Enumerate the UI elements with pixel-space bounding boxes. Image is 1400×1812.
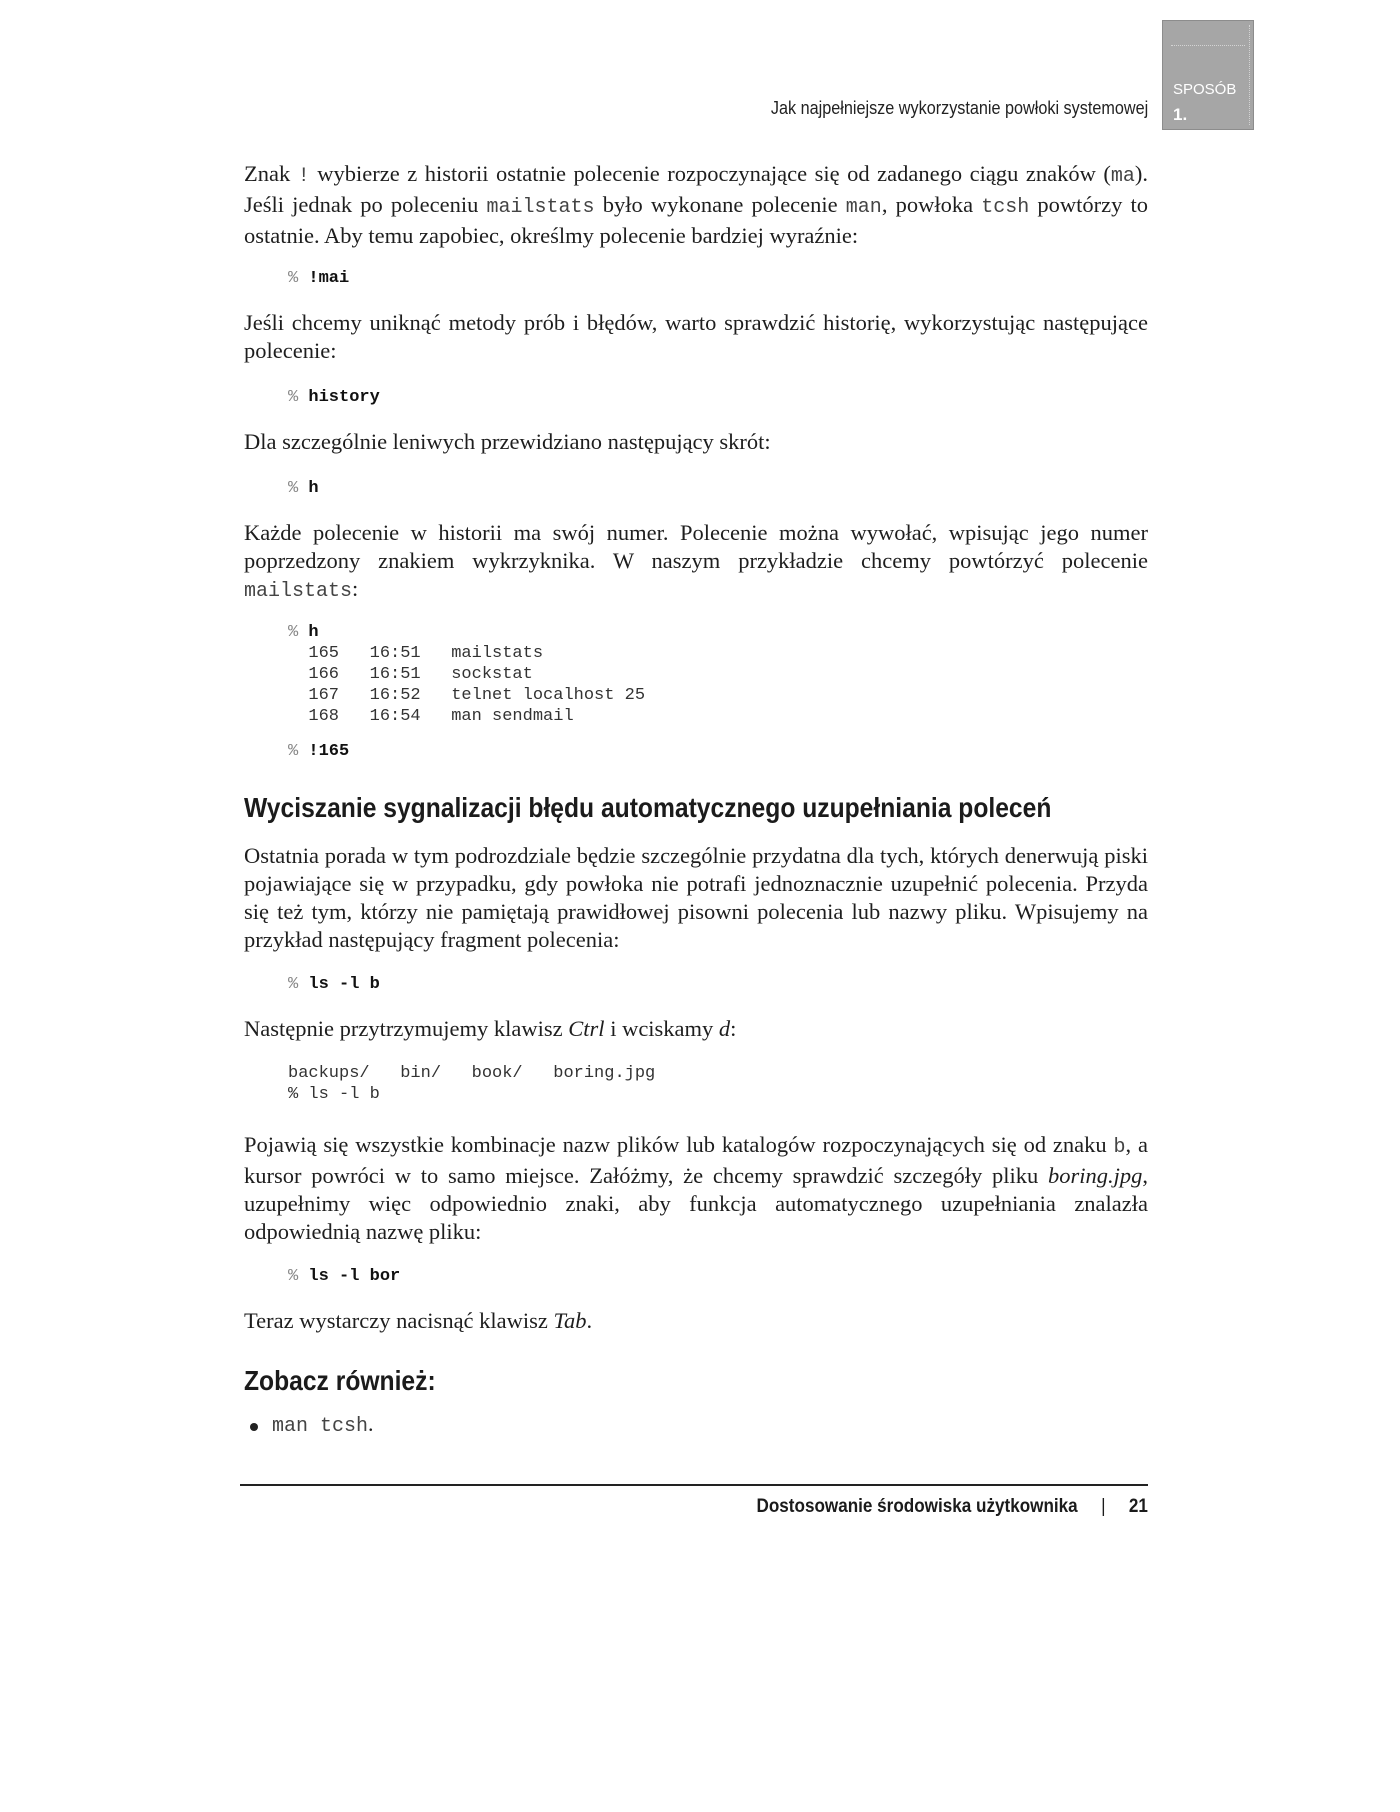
history-row: 167 16:52 telnet localhost 25	[288, 686, 646, 705]
tab-label: SPOSÓB	[1173, 81, 1237, 98]
inline-code: mailstats	[486, 196, 595, 219]
footer-rule	[240, 1484, 1148, 1486]
page-number: 21	[1128, 1496, 1148, 1517]
code-command: % ls -l b	[288, 975, 380, 994]
paragraph-3: Dla szczególnie leniwych przewidziano następujący skrót:	[244, 429, 771, 454]
history-output: % h 165 16:51 mailstats 166 16:51 sockstat 167 16:52 telnet localhost 25 168 16:54 man sendmail	[288, 623, 646, 726]
history-row: 168 16:54 man sendmail	[288, 707, 574, 726]
inline-code: man	[845, 196, 882, 219]
see-also-heading: Zobacz również:	[244, 1365, 436, 1396]
footer-separator: |	[1101, 1496, 1106, 1517]
chapter-tab	[1162, 20, 1254, 130]
paragraph-2: Jeśli chcemy uniknąć metody prób i błędów, warto sprawdzić historię, wykorzystując następujące polecenie:	[244, 310, 1148, 363]
paragraph-7: Pojawią się wszystkie kombinacje nazw plików lub katalogów rozpoczynających się od znaku b, a kursor powróci w to samo miejsce. Załóżmy, że chcemy sprawdzić szczegóły pliku boring.jpg, uzupełnimy więc odpowiednio znaki, aby funkcja automatycznego uzupełniania znalazła odpowiednią nazwę pliku:	[244, 1132, 1148, 1244]
paragraph-6: Następnie przytrzymujemy klawisz Ctrl i wciskamy d:	[244, 1016, 737, 1041]
completion-listing: backups/ bin/ book/ boring.jpg % ls -l b	[288, 1064, 656, 1104]
inline-code: tcsh	[981, 196, 1030, 219]
tab-number: 1.	[1173, 105, 1188, 124]
tab-dotted-edge	[1249, 25, 1250, 125]
code-command: % !165	[288, 742, 350, 761]
paragraph-5: Ostatnia porada w tym podrozdziale będzie szczególnie przydatna dla tych, których denerwują piski pojawiające się w przypadku, gdy powłoka nie potrafi jednoznacznie uzupełnić polecenia. Przyda się też tym, którzy nie pamiętają prawidłowej pisowni polecenia lub nazwy pliku. Wpisujemy na przykład następujący fragment polecenia:	[244, 843, 1148, 952]
paragraph-4: Każde polecenie w historii ma swój numer. Polecenie można wywołać, wpisując jego numer poprzedzony znakiem wykrzyknika. W naszym przykładzie chcemy powtórzyć polecenie mailstats:	[244, 520, 1148, 603]
footer-chapter-title: Dostosowanie środowiska użytkownika	[756, 1496, 1078, 1517]
paragraph-1: Znak ! wybierze z historii ostatnie polecenie rozpoczynające się od zadanego ciągu znaków (ma). Jeśli jednak po poleceniu mailstats było wykonane polecenie man, powłoka tcsh powtórzy to ostatnie. Aby temu zapobiec, określmy polecenie bardziej wyraźnie:	[244, 161, 1148, 248]
page-footer	[757, 1496, 1148, 1518]
inline-code: !	[297, 165, 310, 188]
see-also-item: man tcsh .	[244, 1411, 1148, 1438]
inline-code: ma	[1110, 165, 1135, 188]
code-command: % !mai	[288, 269, 350, 288]
section-heading: Wyciszanie sygnalizacji błędu automatycznego uzupełniania poleceń	[244, 792, 1052, 823]
page-content	[244, 160, 1148, 1438]
inline-code: mailstats	[244, 580, 353, 603]
bullet-icon	[250, 1423, 258, 1431]
code-command: % ls -l bor	[288, 1267, 401, 1286]
inline-code: b	[1113, 1136, 1126, 1159]
tab-dotted-line	[1171, 45, 1245, 46]
inline-code: man tcsh	[272, 1415, 369, 1438]
history-row: 166 16:51 sockstat	[288, 665, 533, 684]
history-row: 165 16:51 mailstats	[288, 644, 544, 663]
code-command: % history	[288, 388, 380, 407]
code-command: % h	[288, 479, 319, 498]
running-head: Jak najpełniejsze wykorzystanie powłoki systemowej	[770, 98, 1148, 118]
paragraph-8: Teraz wystarczy nacisnąć klawisz Tab.	[244, 1308, 593, 1333]
